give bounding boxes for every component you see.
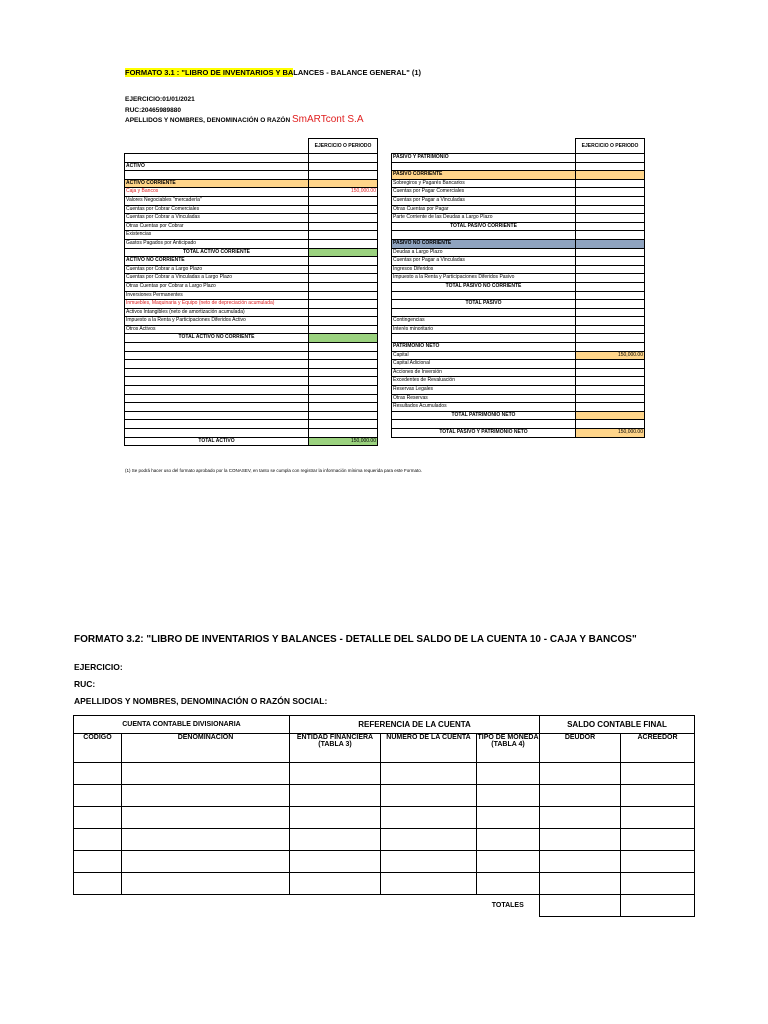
- balance-row: [125, 248, 378, 257]
- balance-row: [125, 188, 378, 197]
- account-value: [309, 282, 378, 291]
- header-row: [125, 139, 378, 154]
- account-value: [576, 343, 645, 352]
- account-value: [576, 205, 645, 214]
- account-label: TOTAL PASIVO NO CORRIENTE: [392, 282, 576, 291]
- empty-cell: [381, 895, 477, 917]
- acreedor-header: ACREEDOR: [621, 734, 695, 763]
- account-label: Otras Cuentas por Cobrar: [125, 222, 309, 231]
- balance-row: [125, 420, 378, 429]
- table-row: [74, 829, 695, 851]
- balance-row: [392, 325, 645, 334]
- account-value: [309, 274, 378, 283]
- balance-row: [125, 334, 378, 343]
- balance-row: [125, 179, 378, 188]
- table-row: [74, 785, 695, 807]
- account-value: [576, 394, 645, 403]
- table-cell: [540, 829, 621, 851]
- account-value: [576, 265, 645, 274]
- table-cell: [381, 807, 477, 829]
- table-cell: [477, 829, 540, 851]
- balance-row: [392, 317, 645, 326]
- balance-row: [125, 282, 378, 291]
- account-label: Parte Corriente de las Deudas a Largo Plazo: [392, 214, 576, 223]
- account-label: [125, 377, 309, 386]
- account-label: Inversiones Permanentes: [125, 291, 309, 300]
- account-value: [576, 291, 645, 300]
- account-label: Cuentas por Cobrar Comerciales: [125, 205, 309, 214]
- table-cell: [621, 785, 695, 807]
- table-cell: [621, 763, 695, 785]
- company-name: SmARTcont S.A: [291, 114, 364, 125]
- account-value: [309, 222, 378, 231]
- balance-row: [125, 162, 378, 171]
- balance-row: [125, 205, 378, 214]
- account-label: TOTAL ACTIVO NO CORRIENTE: [125, 334, 309, 343]
- account-label: Contingencias: [392, 317, 576, 326]
- account-value: [309, 343, 378, 352]
- account-value: [309, 291, 378, 300]
- account-label: [125, 154, 309, 163]
- account-label: Cuentas por Pagar Comerciales: [392, 188, 576, 197]
- account-label: [125, 171, 309, 180]
- totales-row: [74, 895, 695, 917]
- group-header-row: [74, 716, 695, 734]
- account-label: [125, 411, 309, 420]
- account-label: PASIVO CORRIENTE: [392, 171, 576, 180]
- deudor-header: DEUDOR: [540, 734, 621, 763]
- account-label: Inmuebles, Maquinaria y Equipo (neto de depreciación acumulada): [125, 300, 309, 309]
- account-value: [576, 274, 645, 283]
- account-value: [309, 257, 378, 266]
- table-cell: [381, 829, 477, 851]
- footnote: (1) Se podrá hacer uso del formato aprobado por la CONASEV, en tanto se cumpla con registrar la información mínima requerida para este Formato.: [125, 468, 422, 473]
- account-value: [309, 360, 378, 369]
- balance-row: [392, 274, 645, 283]
- account-label: TOTAL PATRIMONIO NETO: [392, 411, 576, 420]
- account-value: [576, 377, 645, 386]
- column-header-row: [74, 734, 695, 763]
- account-label: [392, 334, 576, 343]
- account-value: [576, 360, 645, 369]
- account-label: [125, 420, 309, 429]
- account-label: [125, 429, 309, 438]
- empty-cell: [122, 895, 290, 917]
- balance-row: [392, 248, 645, 257]
- account-label: Interés minoritario: [392, 325, 576, 334]
- account-label: Capital Adicional: [392, 360, 576, 369]
- account-value: [309, 411, 378, 420]
- account-label: Otras Reservas: [392, 394, 576, 403]
- balance-row: [392, 239, 645, 248]
- periodo-header: EJERCICIO O PERIODO: [309, 139, 378, 154]
- account-label: [125, 394, 309, 403]
- account-value: [576, 188, 645, 197]
- razon-social-label: APELLIDOS Y NOMBRES, DENOMINACIÓN O RAZÓN SOCIAL:: [74, 696, 328, 706]
- account-label: Otras Cuentas por Pagar: [392, 205, 576, 214]
- account-value: [576, 334, 645, 343]
- saldo-final-header: SALDO CONTABLE FINAL: [540, 716, 695, 734]
- account-value: [576, 300, 645, 309]
- account-value: [576, 257, 645, 266]
- account-label: Otras Cuentas por Cobrar a Largo Plazo: [125, 282, 309, 291]
- table-cell: [290, 785, 381, 807]
- account-label: ACTIVO NO CORRIENTE: [125, 257, 309, 266]
- balance-row: [392, 377, 645, 386]
- codigo-header: CODIGO: [74, 734, 122, 763]
- table-cell: [74, 851, 122, 873]
- account-label: [392, 162, 576, 171]
- table-cell: [74, 807, 122, 829]
- numero-cuenta-header: NUMERO DE LA CUENTA: [381, 734, 477, 763]
- balance-row: [125, 231, 378, 240]
- balance-row: [125, 377, 378, 386]
- balance-row: [125, 257, 378, 266]
- activo-table: [124, 138, 378, 446]
- account-value: [309, 179, 378, 188]
- table-cell: [381, 763, 477, 785]
- table-cell: [477, 763, 540, 785]
- balance-row: [125, 274, 378, 283]
- account-label: Impuesto a la Renta y Participaciones Diferidos Pasivo: [392, 274, 576, 283]
- account-value: [309, 351, 378, 360]
- account-label: Capital: [392, 351, 576, 360]
- account-label: Acciones de Inversión: [392, 368, 576, 377]
- account-value: 150,000.00: [309, 437, 378, 446]
- balance-row: [125, 222, 378, 231]
- account-label: TOTAL PASIVO CORRIENTE: [392, 222, 576, 231]
- balance-row: [125, 265, 378, 274]
- balance-row: [125, 325, 378, 334]
- table-cell: [381, 785, 477, 807]
- account-value: 150,000.00: [576, 351, 645, 360]
- table-row: [74, 873, 695, 895]
- account-label: [125, 403, 309, 412]
- table-cell: [477, 873, 540, 895]
- table-cell: [74, 829, 122, 851]
- balance-row: [125, 308, 378, 317]
- balance-row: [392, 394, 645, 403]
- balance-row: [392, 179, 645, 188]
- balance-row: [392, 196, 645, 205]
- balance-row: [125, 386, 378, 395]
- balance-row: [125, 411, 378, 420]
- balance-row: [392, 386, 645, 395]
- account-value: [576, 196, 645, 205]
- account-label: [392, 420, 576, 429]
- account-label: Impuesto a la Renta y Participaciones Diferidos Activo: [125, 317, 309, 326]
- totales-label: TOTALES: [491, 902, 524, 910]
- table-cell: [540, 873, 621, 895]
- balance-row: [125, 351, 378, 360]
- account-value: [576, 308, 645, 317]
- balance-row: [125, 368, 378, 377]
- pasivo-table: [391, 138, 645, 438]
- balance-row: [392, 291, 645, 300]
- account-label: Valores Negociables "mercadería": [125, 196, 309, 205]
- formato-3-2-title: FORMATO 3.2: "LIBRO DE INVENTARIOS Y BALANCES - DETALLE DEL SALDO DE LA CUENTA 10 - CAJA Y BANCOS": [74, 634, 637, 645]
- table-cell: [290, 873, 381, 895]
- table-cell: [290, 807, 381, 829]
- table-cell: [122, 763, 290, 785]
- account-value: [309, 154, 378, 163]
- account-value: [576, 239, 645, 248]
- balance-row: [125, 300, 378, 309]
- account-label: [125, 351, 309, 360]
- empty-cell: [290, 895, 381, 917]
- account-label: Gastos Pagados por Anticipado: [125, 239, 309, 248]
- balance-row: [125, 429, 378, 438]
- account-value: [576, 171, 645, 180]
- account-label: [125, 386, 309, 395]
- table-cell: [621, 873, 695, 895]
- account-label: Reservas Legales: [392, 386, 576, 395]
- account-value: [576, 317, 645, 326]
- balance-row: [392, 300, 645, 309]
- account-label: Existencias: [125, 231, 309, 240]
- table-row: [74, 807, 695, 829]
- table-cell: [74, 763, 122, 785]
- account-value: [309, 368, 378, 377]
- account-value: [309, 300, 378, 309]
- account-value: [309, 231, 378, 240]
- total-acreedor-cell: [621, 895, 695, 917]
- account-label: Sobregiros y Pagarés Bancarios: [392, 179, 576, 188]
- ejercicio-label: EJERCICIO:: [74, 662, 123, 672]
- account-label: Ingresos Diferidos: [392, 265, 576, 274]
- account-label: ACTIVO CORRIENTE: [125, 179, 309, 188]
- table-cell: [74, 785, 122, 807]
- balance-row: [392, 188, 645, 197]
- account-value: [309, 308, 378, 317]
- account-label: Otros Activos: [125, 325, 309, 334]
- account-label: PASIVO NO CORRIENTE: [392, 239, 576, 248]
- account-value: [309, 196, 378, 205]
- account-label: [125, 343, 309, 352]
- account-label: TOTAL PASIVO Y PATRIMONIO NETO: [392, 429, 576, 438]
- razon-social-label: APELLIDOS Y NOMBRES, DENOMINACIÓN O RAZÓN SmARTcont S.A: [125, 114, 364, 125]
- balance-row: [392, 308, 645, 317]
- account-value: [576, 325, 645, 334]
- table-row: [74, 851, 695, 873]
- account-value: [309, 325, 378, 334]
- balance-row: [392, 351, 645, 360]
- balance-row: [125, 403, 378, 412]
- account-value: [576, 386, 645, 395]
- balance-row: [392, 429, 645, 438]
- account-label: PASIVO Y PATRIMONIO: [392, 154, 576, 163]
- table-cell: [290, 851, 381, 873]
- account-value: [309, 205, 378, 214]
- table-cell: [122, 873, 290, 895]
- account-value: 150,000.00: [576, 429, 645, 438]
- table-cell: [290, 763, 381, 785]
- table-cell: [540, 807, 621, 829]
- balance-row: [125, 239, 378, 248]
- ruc-label: RUC:20465989880: [125, 107, 182, 114]
- account-label: [392, 231, 576, 240]
- detalle-caja-bancos-table: [73, 715, 695, 917]
- formato-3-1-title: FORMATO 3.1 : "LIBRO DE INVENTARIOS Y BALANCES - BALANCE GENERAL" (1): [125, 68, 422, 77]
- balance-row: [392, 214, 645, 223]
- referencia-header: REFERENCIA DE LA CUENTA: [290, 716, 540, 734]
- account-value: [309, 171, 378, 180]
- table-cell: [290, 829, 381, 851]
- account-label: [125, 360, 309, 369]
- account-value: [309, 334, 378, 343]
- balance-row: [392, 265, 645, 274]
- table-cell: [381, 873, 477, 895]
- ruc-label: RUC:: [74, 679, 96, 689]
- account-value: [309, 420, 378, 429]
- account-value: [309, 317, 378, 326]
- cuenta-contable-header: CUENTA CONTABLE DIVISIONARIA: [74, 716, 290, 734]
- table-cell: [122, 851, 290, 873]
- balance-row: [392, 411, 645, 420]
- balance-row: [392, 162, 645, 171]
- table-cell: [621, 807, 695, 829]
- balance-row: [125, 171, 378, 180]
- denominacion-header: DENOMINACION: [122, 734, 290, 763]
- table-cell: [477, 807, 540, 829]
- table-cell: [540, 785, 621, 807]
- balance-row: [392, 334, 645, 343]
- account-value: [576, 154, 645, 163]
- balance-row: [392, 343, 645, 352]
- account-label: [125, 368, 309, 377]
- account-label: Cuentas por Cobrar a Largo Plazo: [125, 265, 309, 274]
- account-value: [576, 403, 645, 412]
- account-value: [309, 162, 378, 171]
- account-value: [309, 429, 378, 438]
- account-value: [309, 394, 378, 403]
- account-value: [309, 239, 378, 248]
- account-value: [309, 403, 378, 412]
- account-value: [576, 282, 645, 291]
- account-value: [309, 248, 378, 257]
- balance-row: [392, 420, 645, 429]
- account-label: PATRIMONIO NETO: [392, 343, 576, 352]
- balance-row: [125, 437, 378, 446]
- balance-row: [392, 231, 645, 240]
- account-label: Cuentas por Pagar a Vinculadas: [392, 257, 576, 266]
- account-label: Deudas a Largo Plazo: [392, 248, 576, 257]
- table-row: [74, 763, 695, 785]
- account-value: [576, 420, 645, 429]
- account-value: [576, 214, 645, 223]
- table-cell: [621, 829, 695, 851]
- account-value: [576, 368, 645, 377]
- account-value: [576, 162, 645, 171]
- account-value: [576, 248, 645, 257]
- entidad-header: ENTIDAD FINANCIERA (TABLA 3): [290, 734, 381, 763]
- table-cell: [122, 829, 290, 851]
- balance-row: [125, 196, 378, 205]
- moneda-header: TIPO DE MONEDA (TABLA 4): [477, 734, 540, 763]
- account-label: TOTAL ACTIVO CORRIENTE: [125, 248, 309, 257]
- account-label: Resultados Acumulados: [392, 403, 576, 412]
- account-label: Caja y Bancos: [125, 188, 309, 197]
- table-cell: [122, 807, 290, 829]
- account-value: [309, 377, 378, 386]
- account-value: [576, 231, 645, 240]
- account-label: Activos Intangibles (neto de amortización acumulada): [125, 308, 309, 317]
- balance-row: [125, 394, 378, 403]
- balance-row: [125, 214, 378, 223]
- account-value: [576, 411, 645, 420]
- balance-row: [125, 360, 378, 369]
- balance-row: [125, 317, 378, 326]
- table-cell: [122, 785, 290, 807]
- table-cell: [540, 763, 621, 785]
- balance-row: [392, 368, 645, 377]
- balance-row: [392, 360, 645, 369]
- account-value: [309, 265, 378, 274]
- account-value: 150,000.00: [309, 188, 378, 197]
- account-value: [309, 214, 378, 223]
- periodo-header: EJERCICIO O PERIODO: [576, 139, 645, 154]
- balance-row: [392, 171, 645, 180]
- balance-row: [392, 257, 645, 266]
- empty-cell: [74, 895, 122, 917]
- account-label: [392, 308, 576, 317]
- table-cell: [540, 851, 621, 873]
- account-label: ACTIVO: [125, 162, 309, 171]
- account-value: [309, 386, 378, 395]
- account-label: Cuentas por Pagar a Vinculadas: [392, 196, 576, 205]
- account-label: Cuentas por Cobrar a Vinculadas a Largo Plazo: [125, 274, 309, 283]
- account-label: Excedentes de Revaluación: [392, 377, 576, 386]
- balance-row: [392, 282, 645, 291]
- account-label: [392, 291, 576, 300]
- balance-row: [392, 403, 645, 412]
- account-label: TOTAL PASIVO: [392, 300, 576, 309]
- table-cell: [621, 851, 695, 873]
- table-cell: [477, 851, 540, 873]
- account-value: [576, 222, 645, 231]
- balance-row: [392, 205, 645, 214]
- table-cell: [381, 851, 477, 873]
- ejercicio-label: EJERCICIO:01/01/2021: [125, 96, 195, 103]
- balance-row: [125, 154, 378, 163]
- balance-row: [125, 343, 378, 352]
- account-label: Cuentas por Cobrar a Vinculadas: [125, 214, 309, 223]
- table-cell: [477, 785, 540, 807]
- balance-row: [392, 154, 645, 163]
- table-cell: [74, 873, 122, 895]
- account-value: [576, 179, 645, 188]
- account-label: TOTAL ACTIVO: [125, 437, 309, 446]
- header-row: [392, 139, 645, 154]
- balance-row: [392, 222, 645, 231]
- balance-row: [125, 291, 378, 300]
- total-deudor-cell: [540, 895, 621, 917]
